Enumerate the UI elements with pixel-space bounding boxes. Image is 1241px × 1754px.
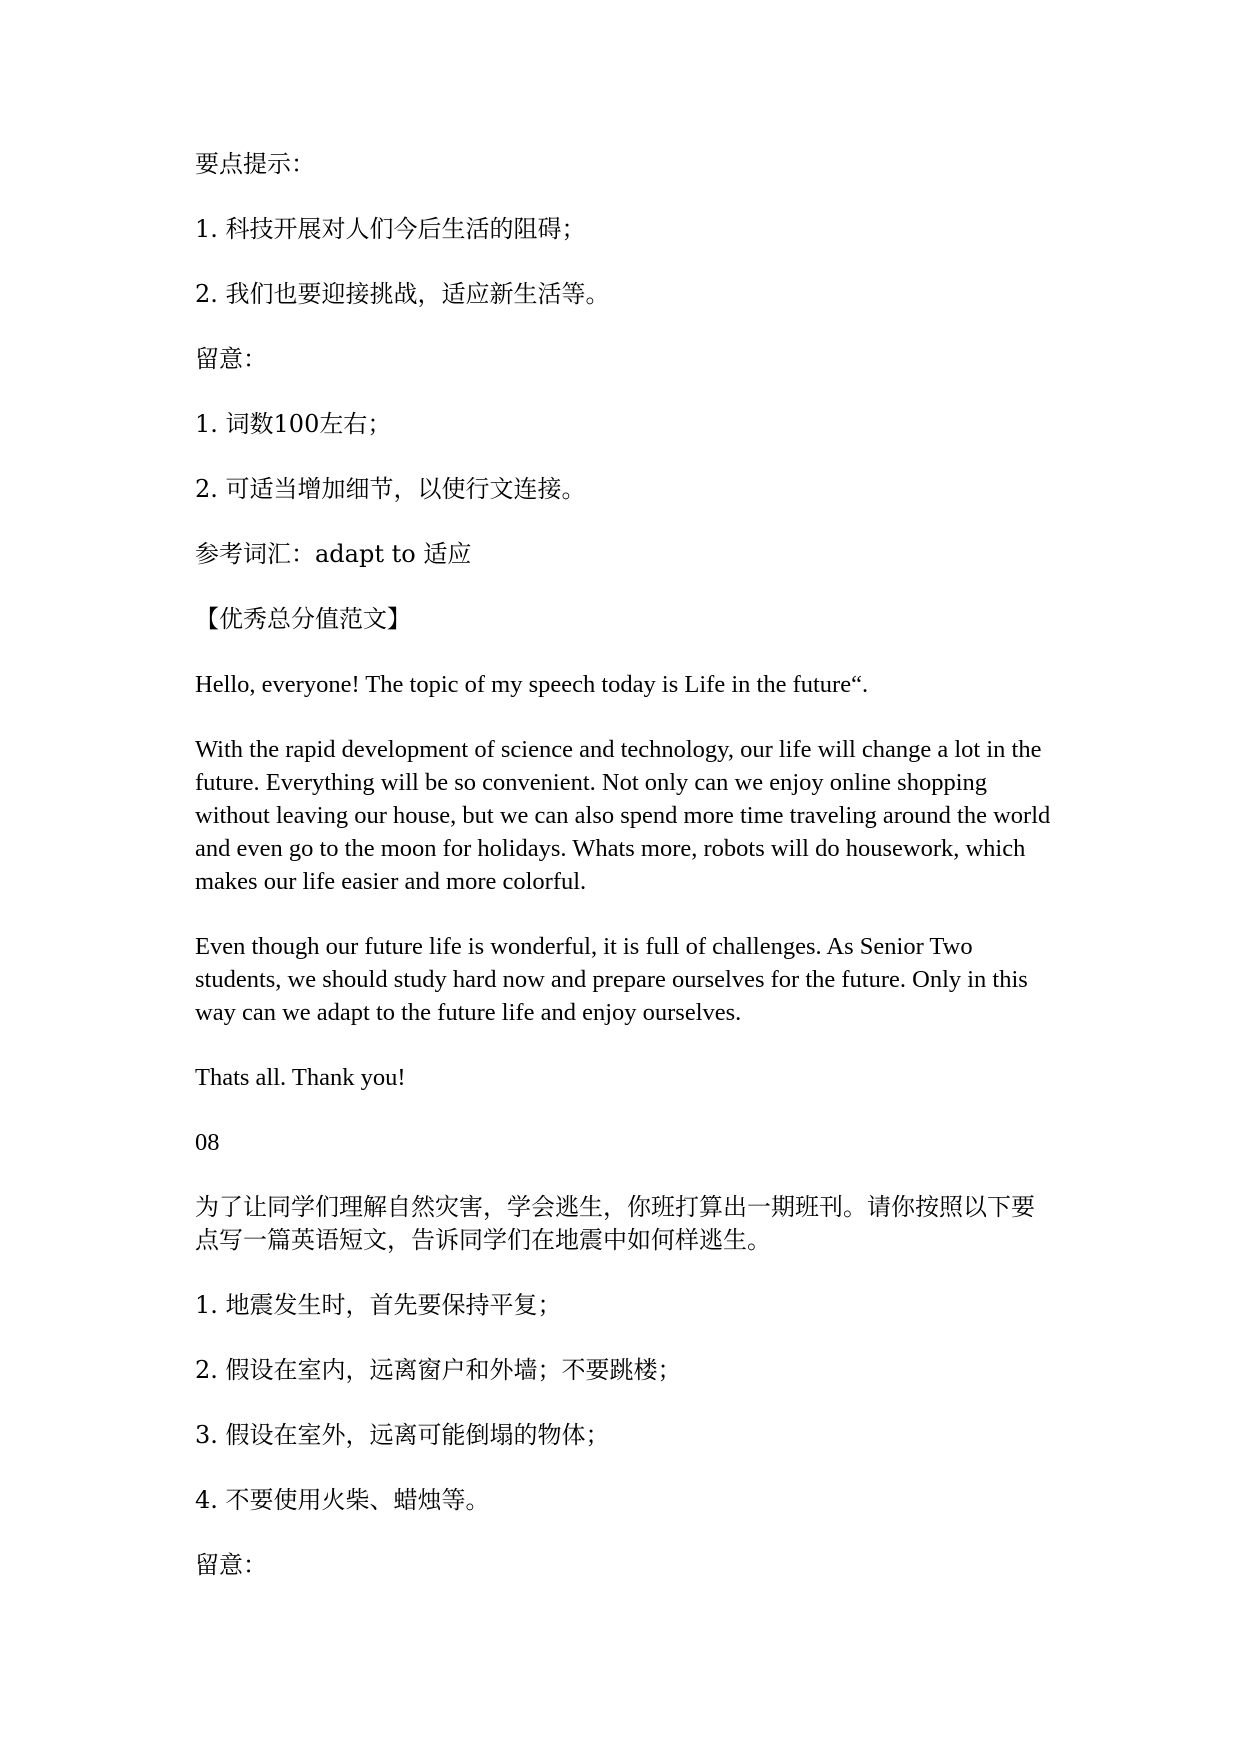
note-item-2: 2. 可适当增加细节，以使行文连接。: [195, 475, 586, 503]
sample-essay-heading: 【优秀总分值范文】: [195, 605, 411, 633]
notes-heading: 留意：: [195, 345, 267, 373]
task-description: 为了让同学们理解自然灾害，学会逃生，你班打算出一期班刊。请你按照以下要点写一篇英语短文，告诉同学们在地震中如何样逃生。: [195, 1193, 1035, 1254]
task-point-4: 4. 不要使用火柴、蜡烛等。: [195, 1486, 490, 1514]
tips-heading: 要点提示：: [195, 150, 315, 178]
tip-item-2: 2. 我们也要迎接挑战，适应新生活等。: [195, 280, 610, 308]
section-number: 08: [195, 1129, 220, 1156]
essay-paragraph-2: With the rapid development of science and technology, our life will change a lot in the future. Everything will be so convenient. Not only can we enjoy online shopping without leaving our house, but we can also spend more time traveling around the world and even go to the moon for holidays. Whats more, robots will do housework, which makes our life easier and more colorful.: [195, 736, 1051, 895]
task-point-2: 2. 假设在室内，远离窗户和外墙；不要跳楼；: [195, 1356, 682, 1384]
tip-item-1: 1. 科技开展对人们今后生活的阻碍；: [195, 215, 586, 243]
task-point-1: 1. 地震发生时，首先要保持平复；: [195, 1291, 562, 1319]
notes-heading-2: 留意：: [195, 1551, 267, 1579]
note-item-1: 1. 词数100左右；: [195, 410, 392, 438]
essay-paragraph-3: Even though our future life is wonderful, it is full of challenges. As Senior Two students, we should study hard now and prepare ourselves for the future. Only in this way can we adapt to the future life and enjoy ourselves.: [195, 933, 1028, 1026]
essay-paragraph-4: Thats all. Thank you!: [195, 1064, 406, 1091]
document-page: [195, 148, 1055, 1614]
reference-vocab: 参考词汇：adapt to 适应: [195, 540, 472, 568]
task-point-3: 3. 假设在室外，远离可能倒塌的物体；: [195, 1421, 610, 1449]
essay-paragraph-1: Hello, everyone! The topic of my speech today is Life in the future“.: [195, 671, 869, 698]
